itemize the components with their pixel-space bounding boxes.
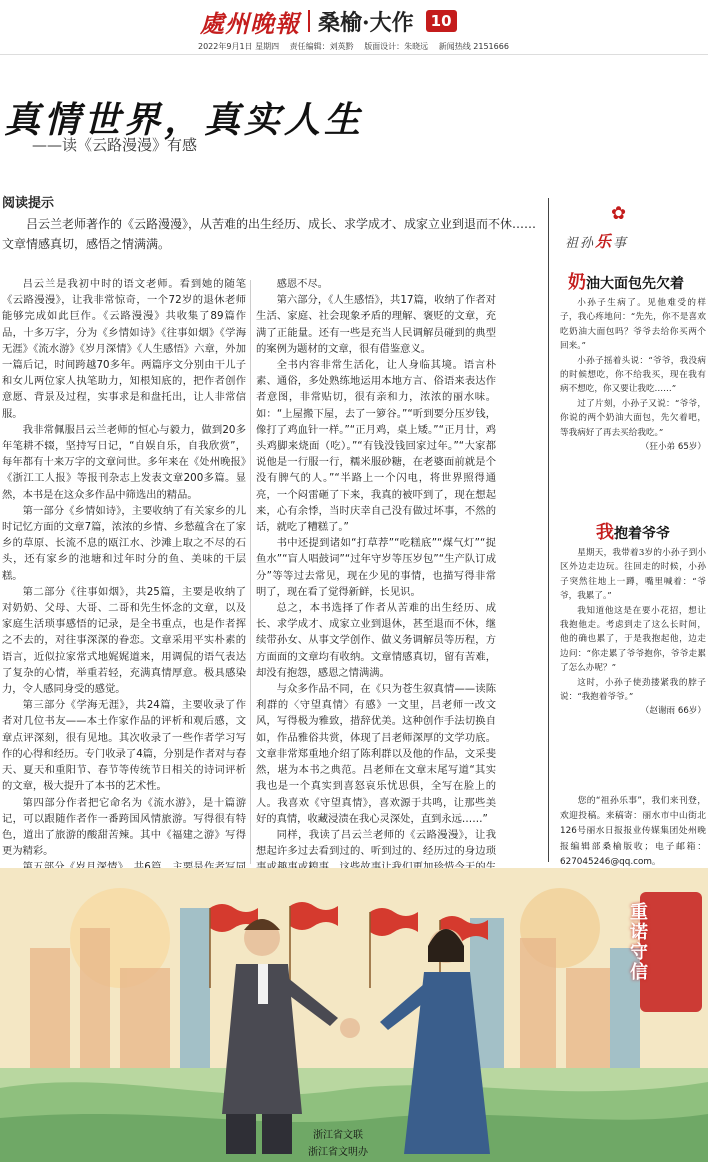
paragraph: 过了片刻，小孙子又说：“爷爷，你说的两个奶油大面包，先欠着吧，等我病好了再去买给我吃。” — [560, 398, 706, 438]
paragraph: 总之，本书选择了作者从苦难的出生经历、成长、求学成才、成家立业到退休，甚至退而不休，继续带孙女、从事文学创作、做义务调解员等历程，方方面面的文章均有收纳。文章情感真切，留有苦难，却没有抱怨，感恩之情满满。 — [256, 602, 496, 679]
masthead — [200, 6, 500, 36]
story-2-signature: （赵谢雨 66岁） — [640, 706, 706, 717]
paragraph: 第一部分《乡情如诗》，主要收纳了有关家乡的儿时记忆方面的文章7篇，浓浓的乡情、乡愁蕴含在了家乡的草原、长流不息的瓯江水、沙滩上取之不尽的石头，还有家乡的池塘和过年时分的鱼、美味的干层糕。 — [2, 504, 246, 582]
paragraph: 星期天，我带着3岁的小孙子到小区外边走边玩。往回走的时候，小孙子突然往地上一蹲，嘴里喊着：“爷爷，我累了。” — [560, 548, 706, 602]
paragraph: 第四部分作者把它命名为《流水游》，是十篇游记，可以跟随作者作一番跨国风情旅游。写得很有特色，道出了旅游的酸甜苦辣。其中《福建之游》写得更为精彩。 — [2, 796, 246, 858]
paragraph: 同样，我读了吕云兰老师的《云路漫漫》，让我想起许多过去看到过的、听到过的、经历过的身边琐 — [256, 828, 496, 858]
poster-credit — [308, 1127, 368, 1161]
paragraph: 这时，小孙子使劲搂紧我的脖子说：“我抱着爷爷。” — [560, 677, 706, 703]
poster-illustration — [0, 868, 708, 1162]
paragraph: 书中还提到诸如“打草荐”“吃糕底”“煤气灯”“捉鱼水”“盲人唱鼓词”“过年守岁等压岁包”“生产队订成分”等等过去常见，现在少见的事情，也描写得非常明了，现在看了觉得新鲜，长见识。 — [256, 537, 496, 598]
meta-line — [198, 41, 517, 52]
column-logo — [565, 203, 695, 257]
section-name: 桑榆·大作 — [318, 9, 414, 36]
masthead-divider — [308, 10, 310, 32]
submission-note: 您的“祖孙乐事”，我们来刊登，欢迎投稿。来稿寄：丽水市中山街北126号丽水日报报业传媒集团处州晚报编辑部桑榆版收；电子邮箱：627045246@qq.com。 — [560, 796, 706, 867]
story-2-body — [560, 546, 706, 719]
story-1-signature: （狂小弟 65岁） — [640, 442, 706, 453]
poster-slogan: 重诺守信 — [627, 902, 648, 982]
story-2-title: 我抱着爷爷 — [596, 522, 670, 543]
paragraph: 我非常佩服吕云兰老师的恒心与毅力，做到20多年笔耕不辍，坚持写日记，“自娱自乐，自我欣赏”，每年都有十来万字的文章问世。多年来在《处州晚报》《浙江工人报》等报刊杂志上发表文章200多篇。显然，本书是在这众多作品中筛选出的精品。 — [2, 423, 246, 501]
paragraph: 第三部分《学海无涯》，共24篇，主要收录了作者对几位书友——本土作家作品的评析和观后感，文章点评深刻，很有见地。其次收录了一些作者学习写作的心得和经历。专门收录了4篇，分别是作者对与春天、夏天和重阳节、春节等传统节日相关的诗词评析的文章，极大提升了本书的艺术性。 — [2, 699, 246, 793]
paragraph: 感恩不尽。 — [276, 278, 329, 290]
issue-date: 2022年9月1日 星期四 — [198, 42, 280, 51]
paragraph: 第二部分《往事如烟》，共25篇，主要是收纳了对奶奶、父母、大哥、二哥和先生怀念的文章，以及家庭生活琐事感悟的记录，是全书重点，也是作者挥之不去的，对往事深深的眷恋。文章采用平实朴素的语言，近似拉家常式地娓娓道来，用调侃的语气表达了复杂的心情，举重若轻，充满真情厚意。极具感染力，令人感同身受的感觉。 — [2, 585, 246, 696]
article-column-2 — [256, 276, 496, 908]
paragraph: 第六部分，《人生感悟》，共17篇，收纳了作者对生活、家庭、社会现象矛盾的理解、褒贬的文章，充满了正能量。还有一些是充当人民调解员碰到的典型的案例为题材的文章，很有借鉴意义。 — [256, 294, 496, 355]
article-column-1 — [2, 276, 246, 908]
paragraph: 全书内容非常生活化，让人身临其境。语言朴素、通俗，多处熟练地运用本地方言、俗语来表达作者意图，非常贴切，很有亲和力，浓浓的丽水味。如：“上屋搬下屋，去了一箩谷。”“听到要分压岁钱，像打了鸡血针一样。”“正月鸡，桌上矮。”“正月廿，鸡头鸡脚来烧面（吃）。”“有钱没钱回家过年。”“大家都说他是一行服一行，糯米服砂糖，在老婆面前就是个没有脾气的人。”“半路上一个闪电，将世界照得通亮，一个闷雷砸了下来，我真的被吓到了，现在想起来，心有余悸，当时庆幸自己没有做过坏事，不然的话，就吃了糟糕了。” — [256, 359, 496, 534]
poster-credit-line-2: 浙江省文明办 — [308, 1147, 368, 1158]
poster-credit-line-1: 浙江省文联 — [313, 1130, 363, 1141]
article-headline: 真情世界，真实人生 — [4, 99, 365, 141]
public-service-poster — [0, 868, 708, 1162]
paragraph: 小孙子生病了。见他难受的样子，我心疼地问：“先先，你不是喜欢吃奶油大面包吗？爷爷去给你买两个回来。” — [560, 298, 706, 352]
designer-credit: 版面设计：朱晓远 — [364, 42, 429, 51]
story-1-title: 奶油大面包先欠着 — [568, 272, 684, 293]
story-1-body — [560, 296, 706, 454]
page-number: 10 — [426, 10, 457, 32]
paper-name: 處州晚報 — [200, 8, 300, 38]
paragraph: 与众多作品不同，在《只为苍生叙真情——读陈利群的〈守望真情〉有感》一文里，吕老师一改文风，写得极为雅致，措辞优美。这种创作手法切换自如，作品雅俗共赏，体现了吕老师深厚的文学功底。文章非常郑重地介绍了陈利群以及他的作品，文采斐然，堪为本书之典范。吕老师在文章末尾写道“其实我也是一个真实到喜怒哀乐忧思俱，全写在脸上的人。我喜欢《守望真情》，喜欢源于共鸣，让那些美好的真情，收藏浸渍在我心灵深处，直到永远……” — [256, 683, 496, 825]
editor-credit: 责任编辑：刘英黔 — [289, 42, 354, 51]
paragraph: 我知道他这是在要小花招，想让我抱他走。考虑到走了这么长时间，他的确也累了，于是我抱起他，边走边问：“你走累了爷爷抱你，爷爷走累了怎么办呢？” — [560, 605, 706, 674]
flower-icon: ✿ — [611, 203, 627, 224]
article-subheadline: ——读《云路漫漫》有感 — [32, 136, 198, 154]
paragraph: 吕云兰是我初中时的语文老师。看到她的随笔《云路漫漫》，让我非常惊奇，一个72岁的退休老师能够完成如此巨作。《云路漫漫》共收集了89篇作品，十多万字，分为《乡情如诗》《往事如烟》《学海无涯》《流水游》《岁月深情》《人生感悟》六章，外加一篇后记，时间跨越70多年。两篇序文分别由干儿子和女儿两位家人执笔助力，知根知底的，把作者创作意愿、背景及过程，实事求是和盘托出，让人非常信服。 — [2, 278, 246, 420]
reading-tips-label: 阅读提示 — [2, 196, 55, 211]
sidebar-divider — [548, 198, 549, 862]
column-divider — [250, 280, 251, 864]
news-hotline: 新闻热线 2151666 — [438, 42, 509, 51]
reading-tips-text: 吕云兰老师著作的《云路漫漫》，从苦难的出生经历、成长、求学成才、成家立业到退而不休……文章情感真切，感悟之情满满。 — [2, 217, 537, 251]
column-logo-text: 祖孙乐事 — [565, 232, 629, 251]
top-divider — [0, 54, 708, 55]
paragraph: 小孙子摇着头说：“爷爷，我没病的时候想吃，你不给我买，现在我有病不想吃，你又要让我吃……” — [560, 355, 706, 395]
